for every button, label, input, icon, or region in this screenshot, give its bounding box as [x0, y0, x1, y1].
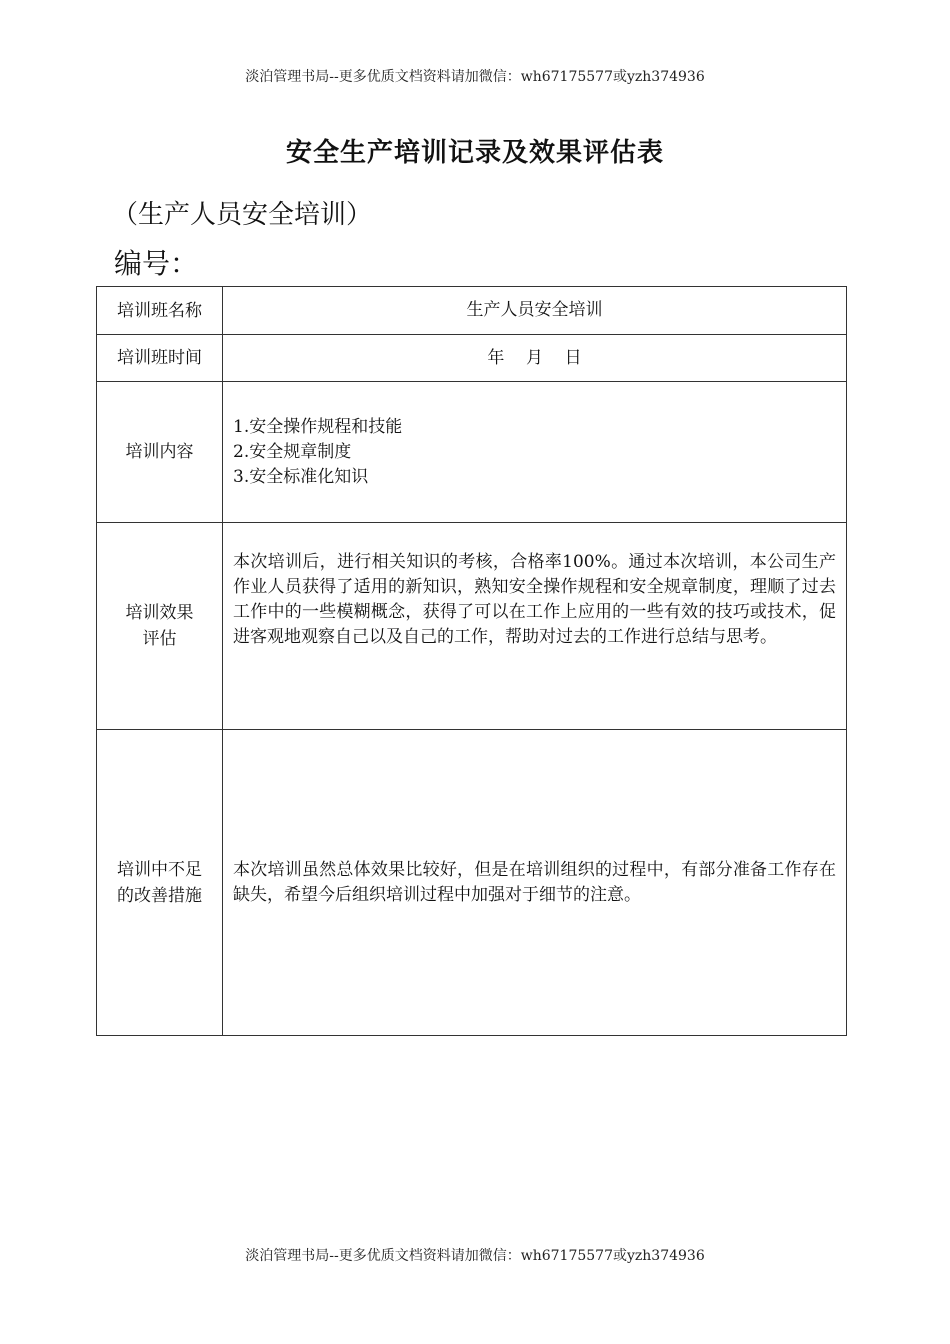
improvement-measures-label: 培训中不足 的改善措施 [97, 730, 223, 1036]
table-row-course-name [97, 287, 847, 335]
document-subtitle: （生产人员安全培训） [112, 200, 373, 230]
course-name-label: 培训班名称 [97, 287, 223, 335]
header-note: 淡泊管理书局--更多优质文档资料请加微信：wh67175577或yzh374936 [245, 69, 705, 85]
course-time-value: 年 月 日 [223, 335, 847, 382]
course-name-value: 生产人员安全培训 [223, 287, 847, 335]
table-row-course-content [97, 382, 847, 523]
table-row-improvement-measures [97, 730, 847, 1036]
improvement-measures-value: 本次培训虽然总体效果比较好，但是在培训组织的过程中，有部分准备工作存在缺失，希望今后组织培训过程中加强对于细节的注意。 [223, 730, 847, 1036]
training-record-table [96, 286, 847, 1036]
effect-evaluation-label: 培训效果 评估 [97, 523, 223, 730]
table-row-effect-evaluation [97, 523, 847, 730]
number-label: 编号： [114, 247, 199, 280]
course-content-label: 培训内容 [97, 382, 223, 523]
effect-evaluation-value: 本次培训后，进行相关知识的考核，合格率100%。通过本次培训，本公司生产作业人员获得了适用的新知识，熟知安全操作规程和安全规章制度，理顺了过去工作中的一些模糊概念，获得了可以在工作上应用的一些有效的技巧或技术，促进客观地观察自己以及自己的工作，帮助对过去的工作进行总结与思考。 [223, 523, 847, 730]
footer-note: 淡泊管理书局--更多优质文档资料请加微信：wh67175577或yzh374936 [245, 1248, 705, 1264]
document-title: 安全生产培训记录及效果评估表 [285, 138, 664, 168]
table-row-course-time [97, 335, 847, 382]
course-content-value: 1.安全操作规程和技能 2.安全规章制度 3.安全标准化知识 [223, 382, 847, 523]
course-time-label: 培训班时间 [97, 335, 223, 382]
